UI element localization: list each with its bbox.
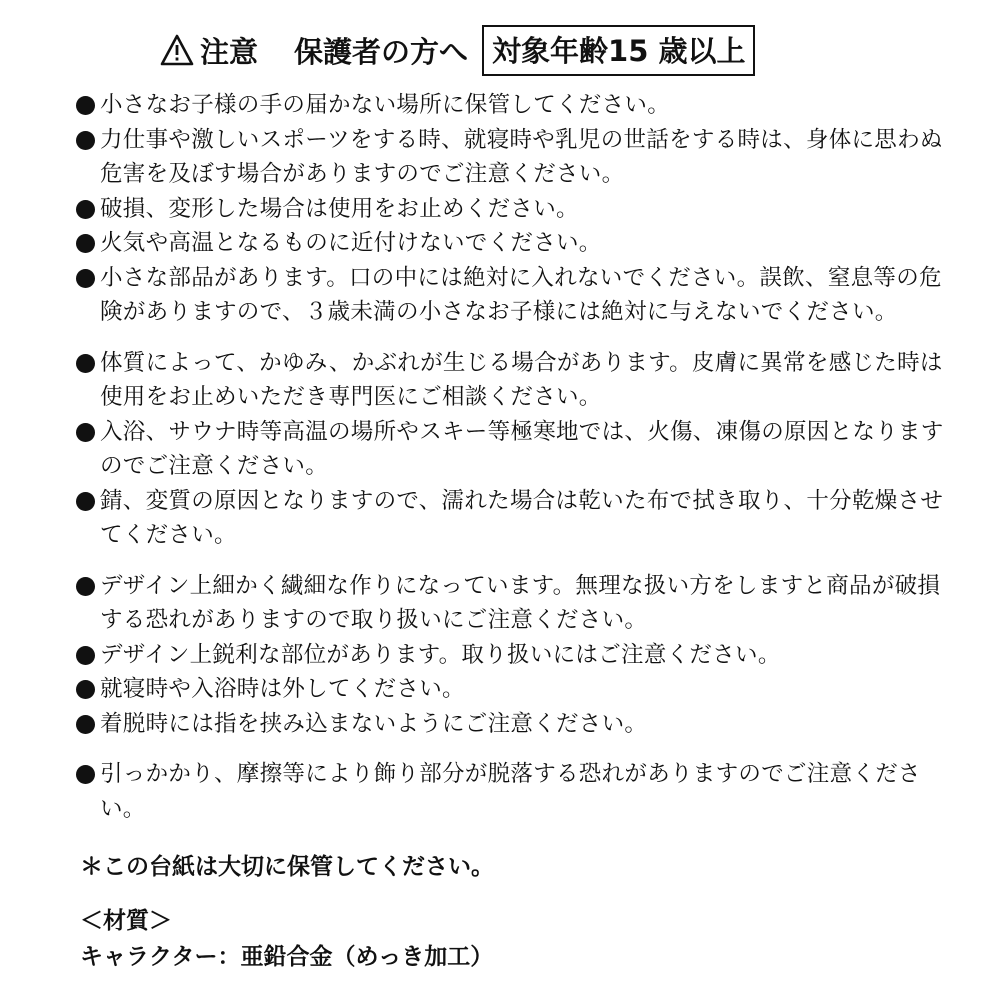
warning-item: [74, 484, 954, 553]
guardians-title: 保護者の方へ: [294, 34, 469, 69]
bullet-dot: [76, 492, 95, 511]
warning-text: 就寝時や入浴時は外してください。: [100, 676, 465, 702]
material-line: キャラクター：亜鉛合金（めっき加工）: [80, 944, 494, 970]
warning-item: [74, 192, 954, 227]
bullet-dot: [76, 96, 95, 115]
warning-item: [74, 415, 954, 484]
warning-item: [74, 707, 954, 742]
bullet-dot: [76, 354, 95, 373]
warning-text: 引っかかり、摩擦等により飾り部分が脱落する恐れがありますのでご注意ください。: [100, 761, 921, 822]
material-heading: ＜材質＞: [80, 908, 172, 934]
warning-text: デザイン上細かく繊細な作りになっています。無理な扱い方をしますと商品が破損する恐れがありますので取り扱いにご注意ください。: [100, 572, 941, 633]
warning-item: [74, 346, 954, 415]
warning-item: [74, 638, 954, 673]
bullet-dot: [76, 765, 95, 784]
bullet-dot: [76, 423, 95, 442]
warning-text: 小さなお子様の手の届かない場所に保管してください。: [100, 92, 671, 118]
warning-item: [74, 88, 954, 123]
warning-item: [74, 757, 954, 826]
bullet-dot: [76, 646, 95, 665]
warning-text: 入浴、サウナ時等高温の場所やスキー等極寒地では、火傷、凍傷の原因となりますのでご注意ください。: [100, 418, 944, 479]
warning-item: [74, 672, 954, 707]
warning-text: 体質によって、かゆみ、かぶれが生じる場合があります。皮膚に異常を感じた時は使用をお止めいただき専門医にご相談ください。: [100, 349, 943, 410]
caution-title: 注意: [200, 34, 259, 69]
warning-item: [74, 261, 954, 330]
bullet-dot: [76, 577, 95, 596]
warning-text: 破損、変形した場合は使用をお止めください。: [100, 195, 579, 222]
bullet-dot: [76, 200, 95, 219]
warning-item: [74, 569, 954, 638]
warning-item: [74, 123, 954, 192]
warning-text: 力仕事や激しいスポーツをする時、就寝時や乳児の世話をする時は、身体に思わぬ危害を及ぼす場合がありますのでご注意ください。: [100, 126, 943, 187]
warning-header: [160, 22, 755, 78]
bullet-dot: [76, 715, 95, 734]
storage-note: ＊この台紙は大切に保管してください。: [80, 854, 494, 880]
warning-text: 錆、変質の原因となりますので、濡れた場合は乾いた布で拭き取り、十分乾燥させてください。: [100, 487, 944, 548]
bullet-dot: [76, 131, 95, 150]
warning-text: デザイン上鋭利な部位があります。取り扱いにはご注意ください。: [100, 641, 781, 668]
warning-text: 火気や高温となるものに近付けないでください。: [100, 230, 602, 256]
warning-text: 小さな部品があります。口の中には絶対に入れないでください。誤飲、窒息等の危険がありますので、３歳未満の小さなお子様には絶対に与えないでください。: [100, 264, 942, 325]
warning-item: [74, 226, 954, 261]
warning-triangle-icon: [160, 34, 194, 66]
bullet-dot: [76, 234, 95, 253]
warning-text: 着脱時には指を挟み込まないようにご注意ください。: [100, 710, 648, 737]
bullet-dot: [76, 269, 95, 288]
target-age-box: 対象年齢15 歳以上: [482, 25, 755, 76]
warning-list: [74, 88, 954, 826]
bullet-dot: [76, 680, 95, 699]
